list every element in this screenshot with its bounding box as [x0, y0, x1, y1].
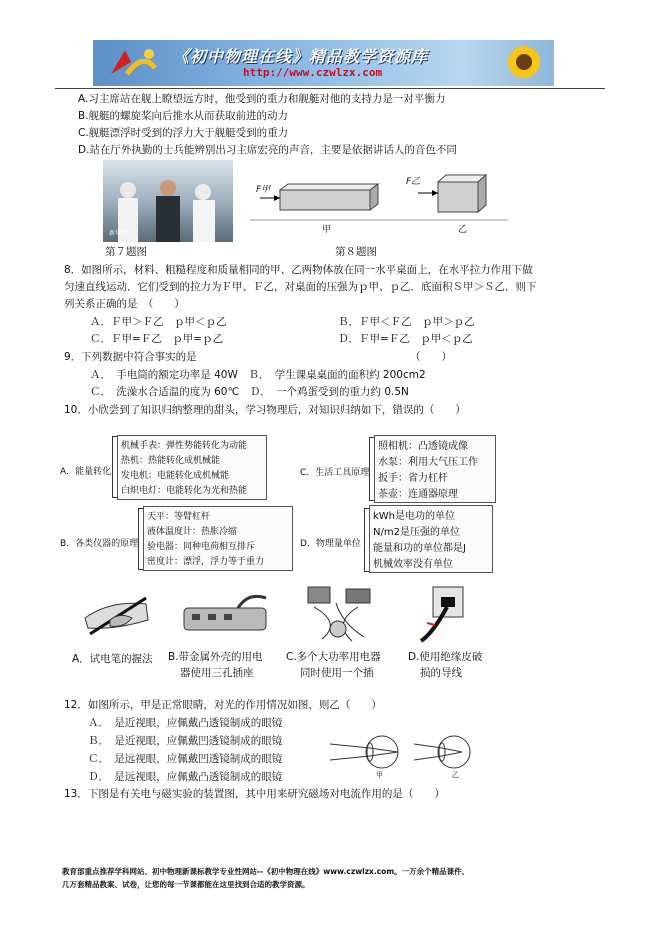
eye-label-test: 乙 [452, 771, 459, 779]
q10-box-a [117, 435, 267, 500]
q9-paren: （ ） [410, 351, 452, 363]
q12-option-c: Ｃ． 是远视眼，应佩戴凹透镜制成的眼镜 [88, 753, 283, 765]
q11-caption-c1: C.多个大功率用电器 [286, 651, 381, 663]
overloaded-socket-image [302, 583, 382, 645]
q10-box-d-line: 能量和功的单位都是J [373, 543, 466, 554]
q11-caption-d1: D.使用绝缘皮破 [408, 651, 483, 663]
header-rule [55, 88, 605, 89]
q8-stem-1: 8．如图所示，材料、粗糙程度和质量相同的甲、乙两物体放在同一水平桌面上，在水平拉力作用下做 [64, 264, 533, 276]
fig7-caption: 第７题图 [105, 246, 147, 258]
q8-stem-3: 列关系正确的是 （ ） [64, 298, 185, 310]
three-hole-socket-image [178, 588, 273, 644]
q10-box-c-line: 茶壶：连通器原理 [378, 489, 458, 500]
force-label-left: F甲 [256, 185, 271, 195]
q11-caption-a: A．试电笔的握法 [72, 653, 153, 665]
logo-icon [103, 44, 163, 82]
q8-option-c: Ｃ．Ｆ甲=Ｆ乙 ｐ甲=ｐ乙 [90, 333, 224, 345]
eye-label-normal: 甲 [376, 771, 383, 779]
q10-box-d-line: N/m2是压强的单位 [373, 527, 460, 538]
fig7-photo [103, 160, 233, 242]
q10-box-c-line: 扳手：省力杠杆 [378, 473, 448, 484]
q9-options-cd: Ｃ． 洗澡水合适温的度为 60℃ Ｄ． 一个鸡蛋受到的重力约 0.5N [90, 386, 409, 398]
damaged-wire-image [413, 583, 469, 645]
q10-box-c [374, 435, 496, 503]
test-pen-grip-image [80, 590, 152, 640]
q10-box-d-line: 机械效率没有单位 [373, 559, 453, 570]
q6-option-d: D.站在厅外执勤的士兵能辨别出习主席宏亮的声音，主要是依据讲话人的音色不同 [78, 144, 457, 156]
eye-diagram [330, 730, 490, 780]
footer-line-2: 几万套精品教案、试卷，让您的每一节课都能在这里找到合适的教学资源。 [62, 880, 310, 889]
q11-caption-b2: 器使用三孔插座 [180, 667, 254, 679]
q10-box-a-line: 白炽电灯：电能转化为光和热能 [121, 486, 248, 496]
q10-box-a-label: A．能量转化 [60, 467, 112, 477]
q6-option-a: A.习主席站在舰上瞭望远方时，他受到的重力和舰艇对他的支持力是一对平衡力 [78, 93, 446, 105]
q10-stem: 10．小欣尝到了知识归纳整理的甜头，学习物理后，对知识归纳如下，错误的（ ） [64, 404, 466, 416]
q10-box-c-line: 水泵：利用大气压工作 [378, 457, 478, 468]
q10-box-b [143, 506, 293, 571]
q10-box-c-label: C．生活工具原理 [300, 468, 370, 478]
q9-options-ab: Ａ． 手电筒的额定功率是 40W Ｂ． 学生课桌桌面的面积约 200cm2 [90, 369, 426, 381]
block-label-right: 乙 [458, 225, 468, 235]
q12-stem: 12．如图所示，甲是正常眼睛，对光的作用情况如图，则乙（ ） [64, 699, 382, 711]
q13-stem: 13．下图是有关电与磁实验的装置图，其中用来研究磁场对电流作用的是（ ） [64, 788, 445, 800]
q6-option-b: B.舰艇的螺旋桨向后推水从而获取前进的动力 [78, 110, 289, 122]
photo-watermark: 新华网 [109, 230, 128, 237]
block-label-left: 甲 [322, 225, 332, 235]
fig8-caption: 第８题图 [335, 246, 377, 258]
q11-caption-c2: 同时使用一个插 [300, 667, 374, 679]
sunflower-icon [494, 40, 554, 86]
q10-box-a-line: 发电机：电能转化成机械能 [121, 471, 230, 481]
q10-box-b-line: 液体温度计：热胀冷缩 [147, 527, 238, 537]
q10-box-a-line: 机械手表：弹性势能转化为动能 [121, 441, 248, 451]
q12-option-a: Ａ． 是近视眼，应佩戴凸透镜制成的眼镜 [88, 717, 283, 729]
q10-box-a-line: 热机：热能转化成机械能 [121, 456, 221, 466]
q10-box-b-label: B．各类仪器的原理 [60, 539, 139, 549]
q8-option-b: Ｂ．Ｆ甲＜Ｆ乙 ｐ甲＞ｐ乙 [338, 316, 475, 328]
q10-box-b-line: 密度计：漂浮，浮力等于重力 [147, 557, 265, 567]
q11-caption-b1: B.带金属外壳的用电 [168, 651, 263, 663]
site-title: 《初中物理在线》精品教学资源库 [173, 47, 429, 66]
q8-option-d: Ｄ．Ｆ甲=Ｆ乙 ｐ甲＜ｐ乙 [338, 333, 473, 345]
q10-box-b-line: 验电器：同种电荷相互排斥 [147, 542, 256, 552]
q9-stem: 9．下列数据中符合事实的是 [64, 351, 197, 363]
q8-stem-2: 匀速直线运动．它们受到的拉力为Ｆ甲、Ｆ乙，对桌面的压强为ｐ甲、ｐ乙．底面积Ｓ甲＞Ｓ乙．则下 [64, 281, 537, 293]
footer-line-1: 教育部重点推荐学科网站、初中物理新课标教学专业性网站--《初中物理在线》www.czwlzx.com。一万余个精品课件、 [62, 867, 470, 876]
q12-option-d: Ｄ． 是远视眼，应佩戴凸透镜制成的眼镜 [88, 771, 283, 783]
q11-caption-d2: 损的导线 [420, 667, 462, 679]
q10-box-d-label: D．物理量单位 [300, 539, 361, 549]
q6-option-c: C.舰艇漂浮时受到的浮力大于舰艇受到的重力 [78, 127, 289, 139]
fig8-diagram [250, 160, 510, 242]
q10-box-c-line: 照相机：凸透镜成像 [378, 441, 468, 452]
q10-box-d-line: kWh是电功的单位 [373, 511, 456, 522]
force-label-right: F乙 [406, 177, 421, 187]
header-banner [93, 40, 554, 86]
blocks-diagram [250, 160, 510, 242]
q10-box-b-line: 天平：等臂杠杆 [147, 512, 211, 522]
q12-option-b: Ｂ． 是近视眼，应佩戴凹透镜制成的眼镜 [88, 735, 283, 747]
q10-box-d [369, 505, 493, 573]
site-url[interactable]: http://www.czwlzx.com [243, 66, 383, 79]
q8-option-a: Ａ．Ｆ甲＞Ｆ乙 ｐ甲＜ｐ乙 [90, 316, 227, 328]
